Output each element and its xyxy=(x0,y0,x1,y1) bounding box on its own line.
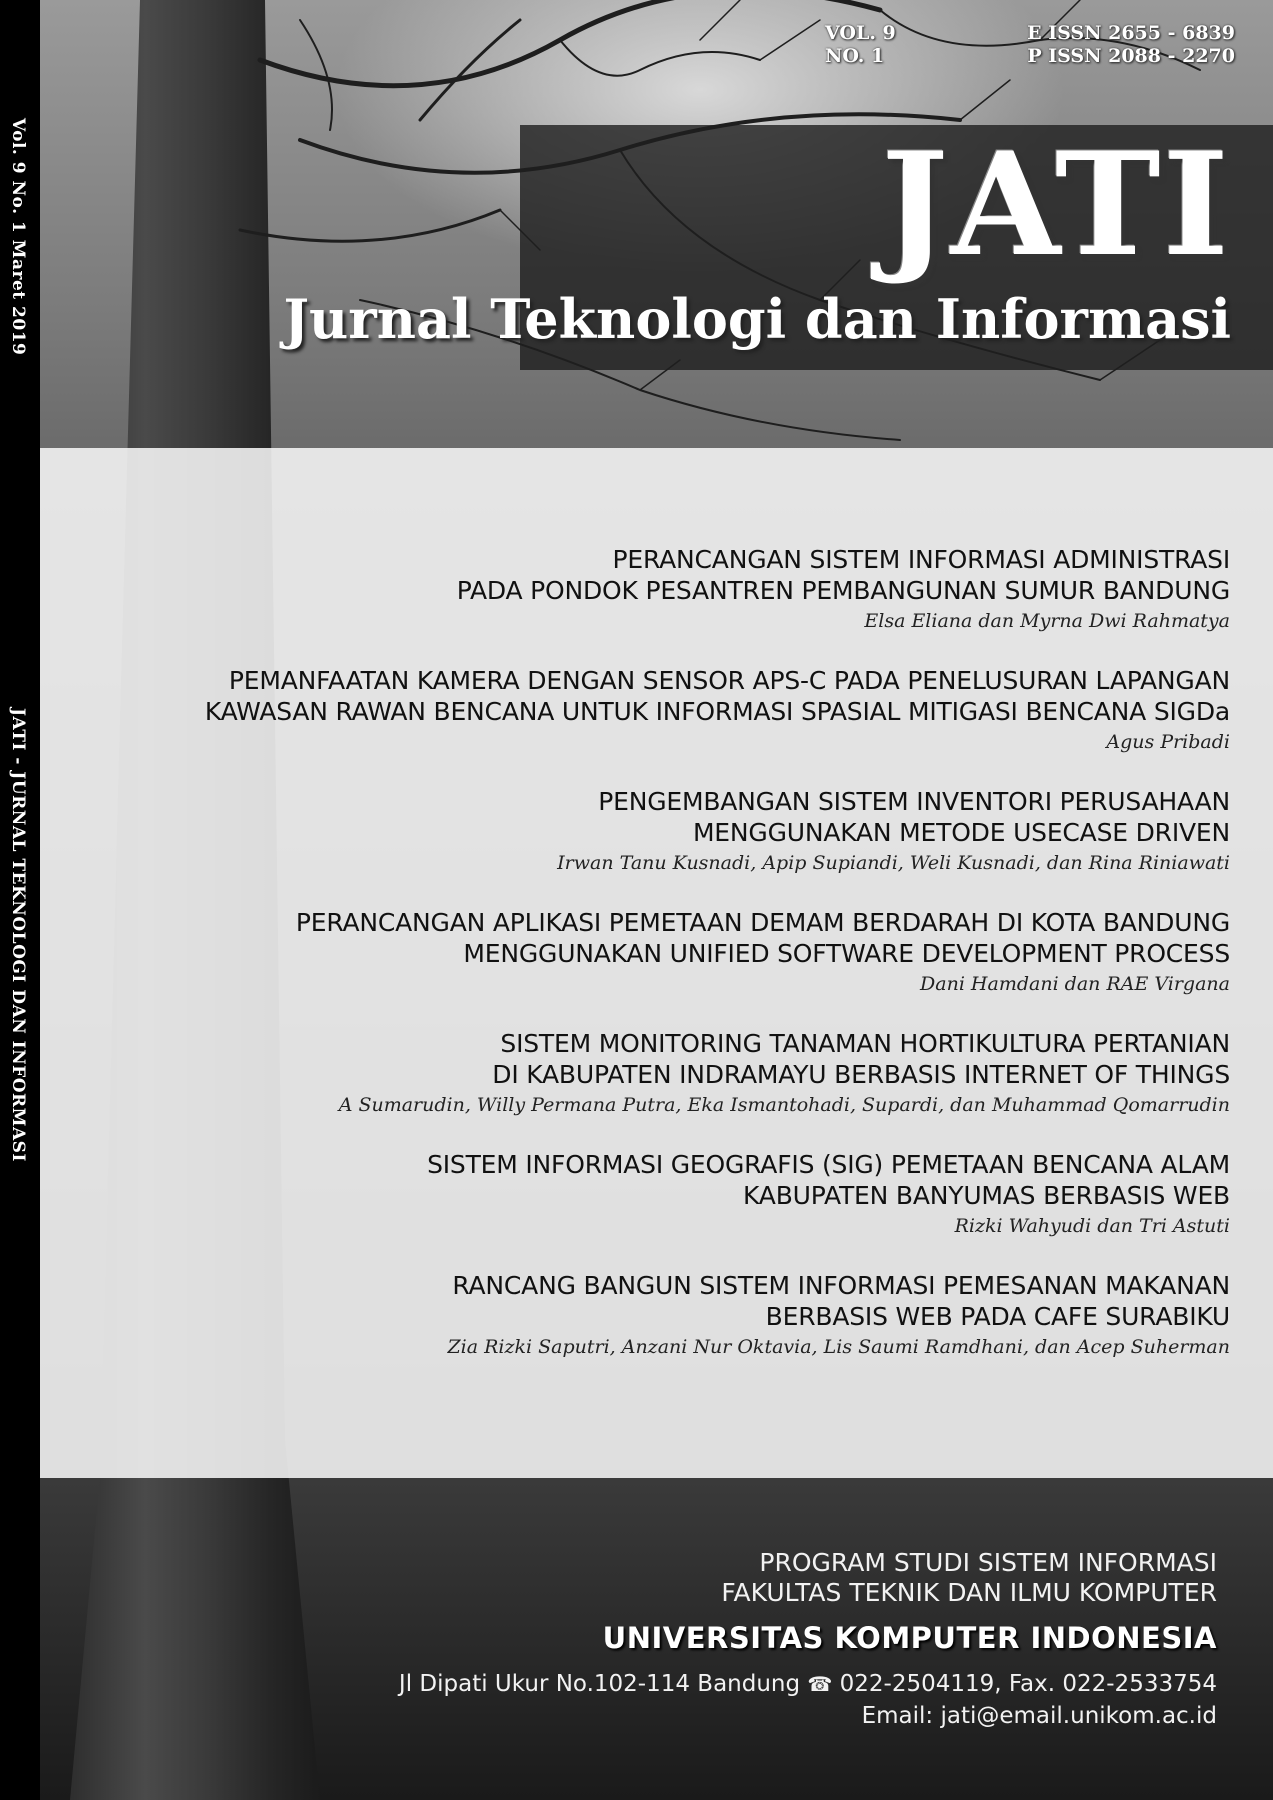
article-authors: Rizki Wahyudi dan Tri Astuti xyxy=(954,1215,1230,1237)
article-entry xyxy=(170,1149,1230,1241)
faculty-name: FAKULTAS TEKNIK DAN ILMU KOMPUTER xyxy=(721,1578,1217,1607)
journal-spine xyxy=(0,0,40,1800)
article-authors: Agus Pribadi xyxy=(1106,731,1230,753)
article-title-line: PEMANFAATAN KAMERA DENGAN SENSOR APS-C PADA PENELUSURAN LAPANGAN xyxy=(228,666,1230,695)
article-title-line: RANCANG BANGUN SISTEM INFORMASI PEMESANAN MAKANAN xyxy=(452,1271,1230,1300)
article-title-line: DI KABUPATEN INDRAMAYU BERBASIS INTERNET OF THINGS xyxy=(492,1060,1230,1089)
journal-full-title: Jurnal Teknologi dan Informasi xyxy=(283,287,1231,351)
spine-issue-label: Vol. 9 No. 1 Maret 2019 xyxy=(8,118,28,356)
article-title-line: PERANCANGAN SISTEM INFORMASI ADMINISTRASI xyxy=(612,545,1230,574)
address-text: Jl Dipati Ukur No.102-114 Bandung xyxy=(398,1671,801,1697)
spine-journal-name: JATI - JURNAL TEKNOLOGI DAN INFORMASI xyxy=(8,708,28,1162)
number-label: NO. 1 xyxy=(825,45,885,67)
article-entry xyxy=(170,665,1230,757)
program-name: PROGRAM STUDI SISTEM INFORMASI xyxy=(759,1548,1217,1577)
article-title-line: PERANCANGAN APLIKASI PEMETAAN DEMAM BERDARAH DI KOTA BANDUNG xyxy=(295,908,1230,937)
article-authors: A Sumarudin, Willy Permana Putra, Eka Ismantohadi, Supardi, dan Muhammad Qomarrudin xyxy=(338,1094,1230,1116)
phone-icon: ☎ xyxy=(807,1672,833,1696)
publisher-footer xyxy=(399,1548,1217,1732)
table-of-contents xyxy=(170,544,1230,1391)
volume-label: VOL. 9 xyxy=(825,22,896,44)
article-entry xyxy=(170,786,1230,878)
article-title-line: MENGGUNAKAN METODE USECASE DRIVEN xyxy=(692,818,1230,847)
university-name: UNIVERSITAS KOMPUTER INDONESIA xyxy=(602,1621,1217,1655)
email-line: Email: jati@email.unikom.ac.id xyxy=(861,1703,1217,1729)
p-issn-label: P ISSN 2088 - 2270 xyxy=(1027,45,1235,67)
issue-info xyxy=(825,22,1235,68)
article-authors: Dani Hamdani dan RAE Virgana xyxy=(920,973,1230,995)
article-title-line: MENGGUNAKAN UNIFIED SOFTWARE DEVELOPMENT PROCESS xyxy=(463,939,1230,968)
article-entry xyxy=(170,1270,1230,1362)
phone-fax-text: 022-2504119, Fax. 022-2533754 xyxy=(839,1671,1217,1697)
article-entry xyxy=(170,907,1230,999)
article-title-line: BERBASIS WEB PADA CAFE SURABIKU xyxy=(765,1302,1230,1331)
article-title-line: PENGEMBANGAN SISTEM INVENTORI PERUSAHAAN xyxy=(598,787,1230,816)
address-line xyxy=(399,1668,1217,1700)
e-issn-label: E ISSN 2655 - 6839 xyxy=(1027,22,1235,44)
article-title-line: KABUPATEN BANYUMAS BERBASIS WEB xyxy=(743,1181,1230,1210)
article-entry xyxy=(170,544,1230,636)
article-title-line: SISTEM MONITORING TANAMAN HORTIKULTURA PERTANIAN xyxy=(500,1029,1230,1058)
journal-short-title: JATI xyxy=(881,122,1231,288)
article-title-line: KAWASAN RAWAN BENCANA UNTUK INFORMASI SPASIAL MITIGASI BENCANA SIGDa xyxy=(204,697,1230,726)
article-title-line: SISTEM INFORMASI GEOGRAFIS (SIG) PEMETAAN BENCANA ALAM xyxy=(427,1150,1230,1179)
article-authors: Zia Rizki Saputri, Anzani Nur Oktavia, Lis Saumi Ramdhani, dan Acep Suherman xyxy=(447,1336,1230,1358)
article-authors: Irwan Tanu Kusnadi, Apip Supiandi, Weli Kusnadi, dan Rina Riniawati xyxy=(557,852,1230,874)
article-authors: Elsa Eliana dan Myrna Dwi Rahmatya xyxy=(864,610,1230,632)
article-entry xyxy=(170,1028,1230,1120)
article-title-line: PADA PONDOK PESANTREN PEMBANGUNAN SUMUR BANDUNG xyxy=(456,576,1230,605)
